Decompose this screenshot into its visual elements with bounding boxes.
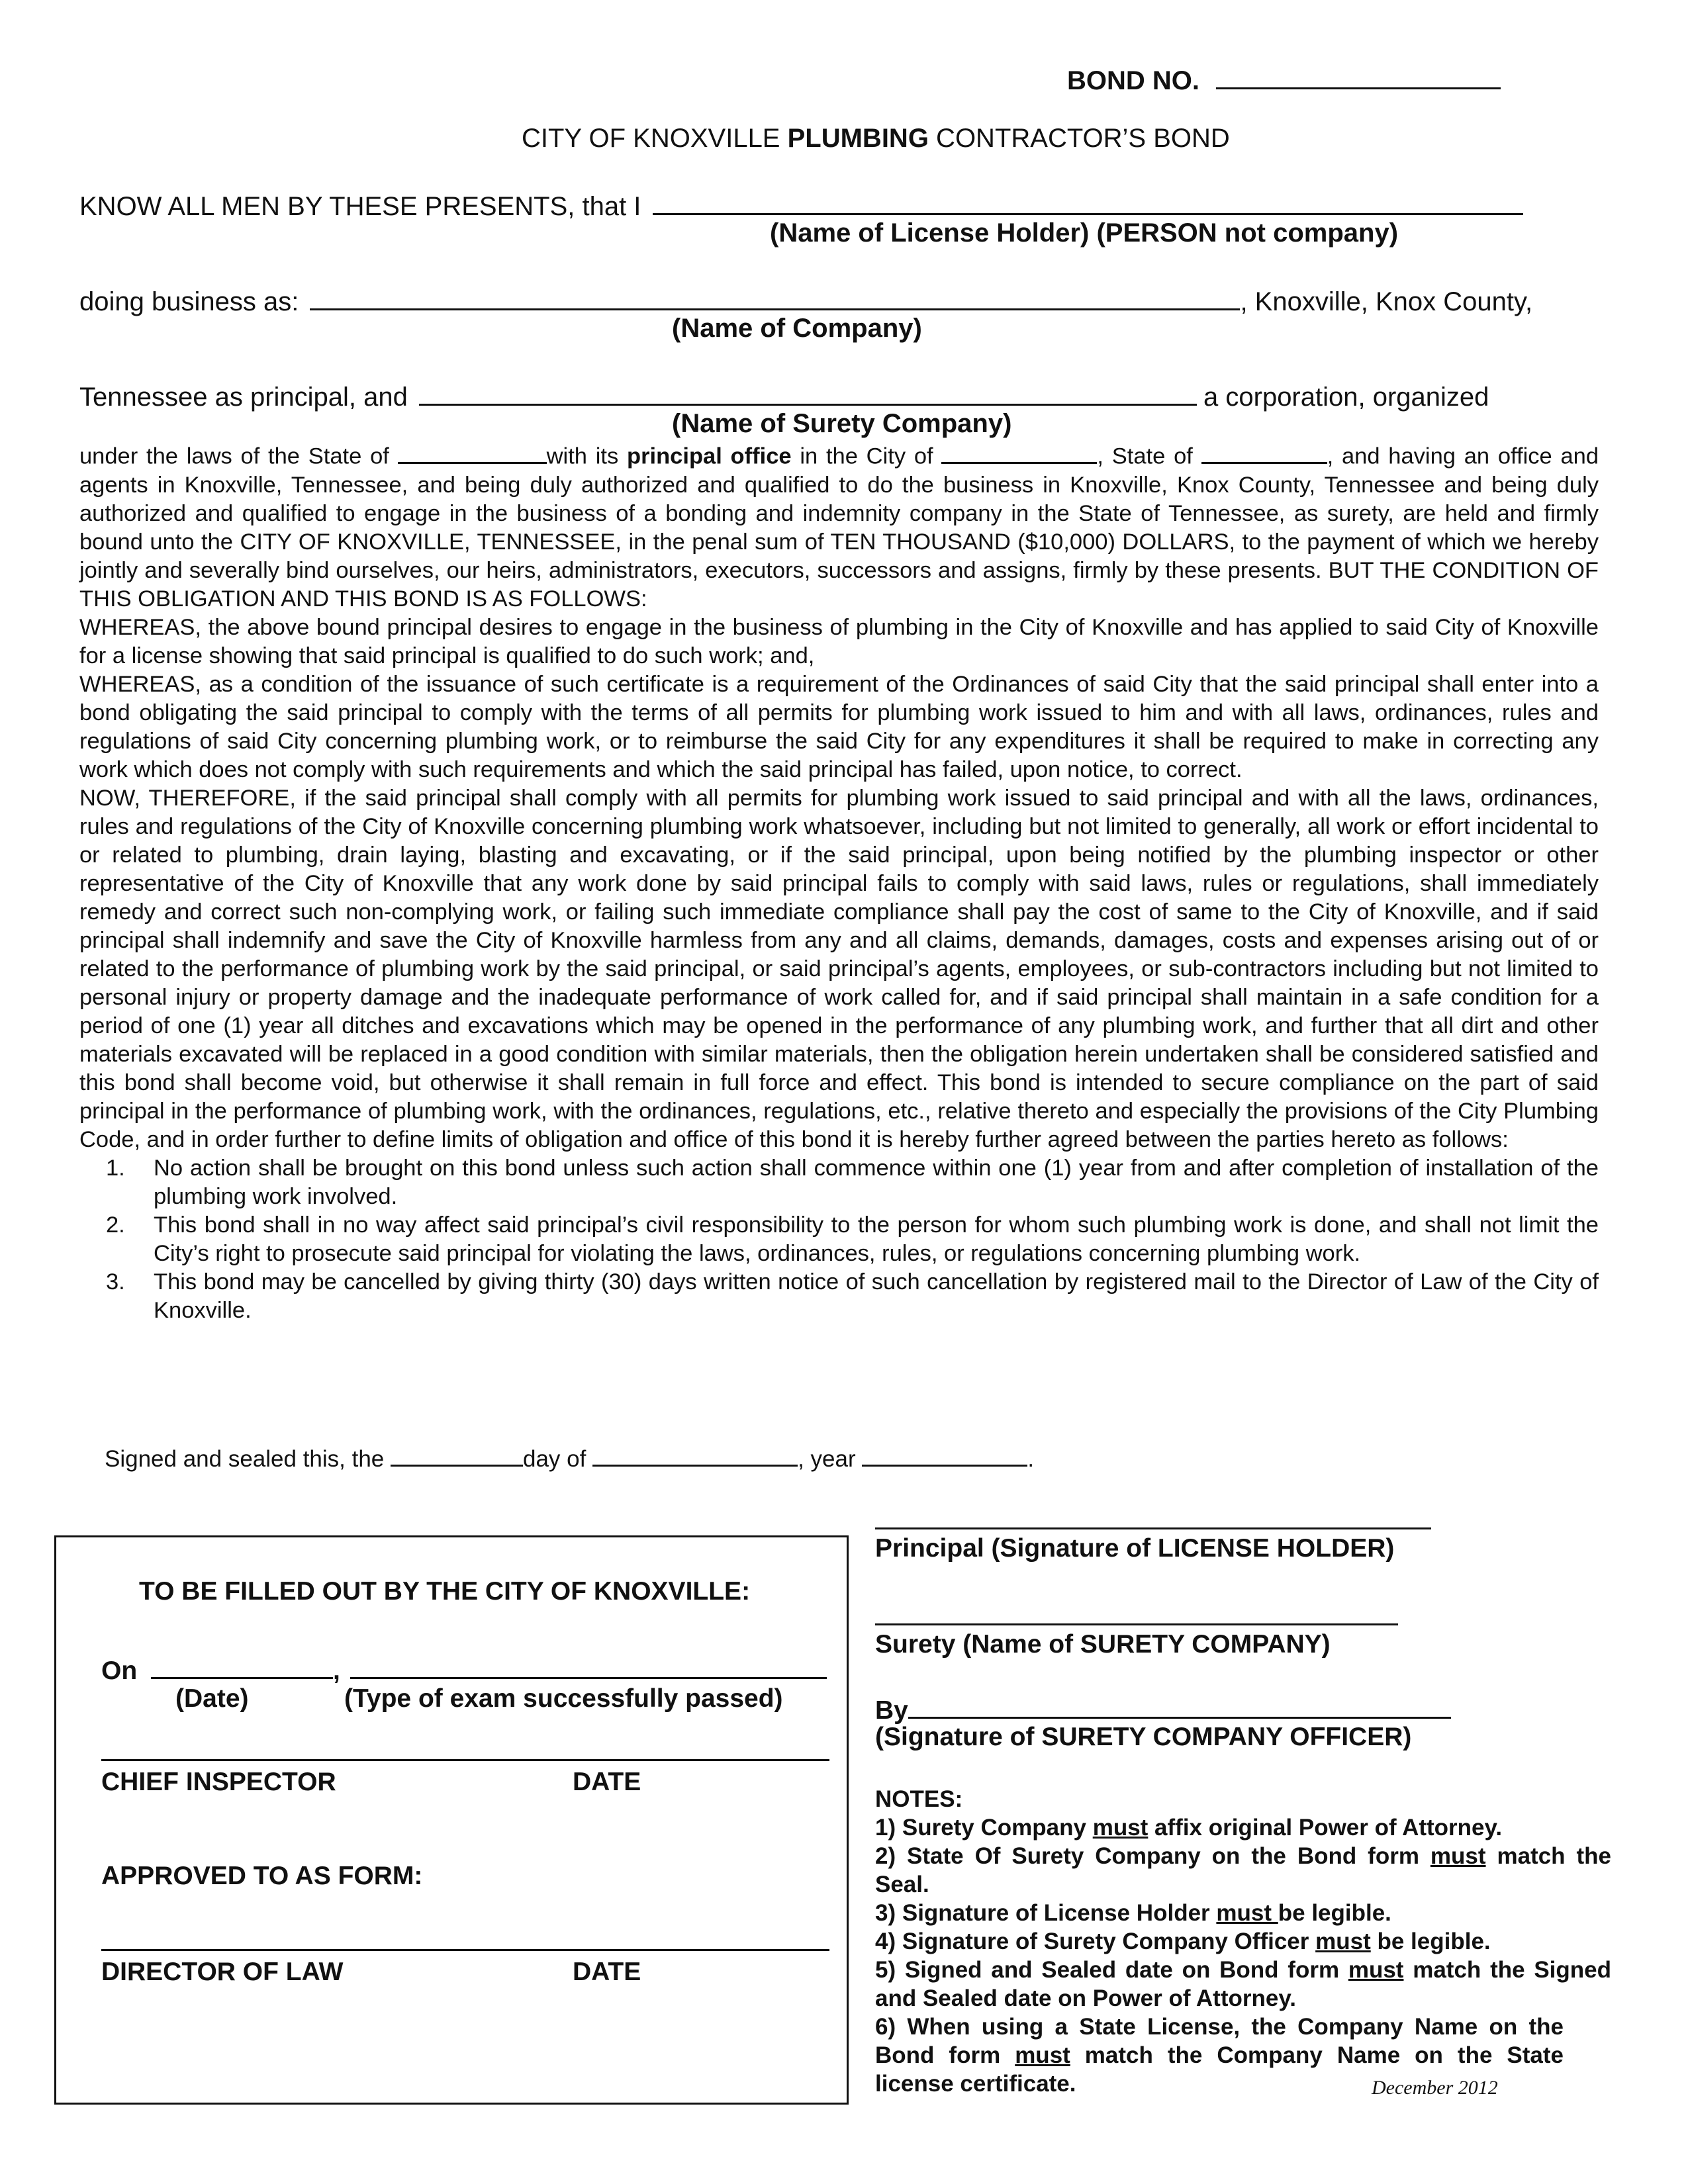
notes-section <box>875 1785 1611 2098</box>
note-6: 6) When using a State License, the Company Name on the Bond form must match the Company Name on the State license certificate. <box>875 2014 1564 2097</box>
corporation-text: a corporation, organized <box>1203 383 1489 412</box>
list-item: 3. This bond may be cancelled by giving thirty (30) days written notice of such cancellation by registered mail to the Director of Law of the City of Knoxville. <box>106 1269 1599 1323</box>
note-4: 4) Signature of Surety Company Officer must be legible. <box>875 1929 1491 1954</box>
city-box-title: TO BE FILLED OUT BY THE CITY OF KNOXVILLE: <box>139 1577 751 1606</box>
director-label: DIRECTOR OF LAW <box>101 1958 344 1986</box>
principal-label: Principal (Signature of LICENSE HOLDER) <box>875 1534 1395 1563</box>
location-text: , Knoxville, Knox County, <box>1240 287 1533 316</box>
signed-year-field[interactable] <box>862 1441 1027 1467</box>
note-1: 1) Surety Company must affix original Power of Attorney. <box>875 1815 1503 1841</box>
principal-signature-line[interactable] <box>875 1527 1431 1529</box>
license-holder-caption: (Name of License Holder) (PERSON not company) <box>770 218 1399 248</box>
license-holder-row <box>79 187 1523 222</box>
bond-no-label: BOND NO. <box>1067 66 1199 95</box>
surety-officer-signature-field[interactable] <box>908 1691 1451 1719</box>
note-2: 2) State Of Surety Company on the Bond form must match the Seal. <box>875 1843 1611 1897</box>
know-all-text: KNOW ALL MEN BY THESE PRESENTS, that I <box>79 192 641 221</box>
bond-number <box>1067 61 1501 96</box>
tennessee-principal-text: Tennessee as principal, and <box>79 383 408 412</box>
director-signature-line[interactable] <box>101 1949 829 1951</box>
surety-caption: (Name of Surety Company) <box>672 409 1012 438</box>
chief-inspector-signature-line[interactable] <box>101 1759 829 1761</box>
signed-day-field[interactable] <box>391 1441 523 1467</box>
date-caption: (Date) <box>175 1684 249 1713</box>
company-caption: (Name of Company) <box>672 314 922 343</box>
office-city-field[interactable] <box>941 439 1097 464</box>
title-bold: PLUMBING <box>787 124 929 153</box>
note-3: 3) Signature of License Holder must be legible. <box>875 1900 1391 1926</box>
approved-label: APPROVED TO AS FORM: <box>101 1862 423 1890</box>
whereas-1-paragraph: WHEREAS, the above bound principal desires to engage in the business of plumbing in the City of Knoxville and has applied to said City of Knoxville for a license showing that said principal is qualified to do such work; and, <box>79 614 1599 668</box>
city-use-box <box>54 1535 849 2105</box>
surety-name-line[interactable] <box>875 1623 1398 1625</box>
surety-label: Surety (Name of SURETY COMPANY) <box>875 1630 1331 1659</box>
exam-caption: (Type of exam successfully passed) <box>344 1684 783 1713</box>
by-row: By <box>875 1691 1451 1725</box>
list-item: 1. No action shall be brought on this bond unless such action shall commence within one (1) year from and after completion of installation of the plumbing work involved. <box>106 1155 1599 1209</box>
office-state-field[interactable] <box>1201 439 1327 464</box>
state-of-organization-field[interactable] <box>398 439 547 464</box>
surety-row <box>79 377 1489 412</box>
notes-title: NOTES: <box>875 1786 963 1812</box>
now-therefore-paragraph: NOW, THEREFORE, if the said principal shall comply with all permits for plumbing work issued to said principal and with all the laws, ordinances, rules and regulations of the City of Knoxville concerning plumbing work whatsoever, including but not limited to generally, all work or effort incidental to or related to plumbing, drain laying, blasting and excavating, or if the said principal, upon being notified by the plumbing inspector or other representative of the City of Knoxville that any work done by said principal fails to comply with said laws, rules or regulations, shall immediately remedy and correct such non-complying work, or failing such immediate compliance shall pay the cost of same to the City of Knoxville, and if said principal shall indemnify and save the City of Knoxville harmless from any and all claims, demands, damages, costs and expenses arising out of or related to the performance of plumbing work by the said principal, or said principal’s agents, employees, or sub-contractors including but not limited to personal injury or property damage and the inadequate performance of work called for, and if said principal shall maintain in a safe condition for a period of one (1) year all ditches and excavations which may be opened in the performance of any plumbing work, and further that all dirt and other materials excavated will be replaced in a good condition with similar materials, then the obligation herein undertaken shall be considered satisfied and this bond shall become void, but otherwise it shall remain in full force and effect. This bond is intended to secure compliance on the part of said principal in the performance of plumbing work, with the ordinances, regulations, etc., relative thereto and especially the provisions of the City Plumbing Code, and in order further to define limits of obligation and office of this bond it is hereby further agreed between the parties hereto as follows: <box>79 785 1599 1152</box>
signed-sealed-line: Signed and sealed this, the day of , year . <box>105 1441 1034 1473</box>
footer-date: December 2012 <box>1372 2077 1498 2099</box>
bond-body <box>79 439 1599 1325</box>
company-row <box>79 282 1532 317</box>
title-prefix: CITY OF KNOXVILLE <box>522 124 788 153</box>
doing-business-text: doing business as: <box>79 287 299 316</box>
conditions-list <box>79 1154 1599 1325</box>
exam-type-field[interactable] <box>350 1651 827 1679</box>
note-5: 5) Signed and Sealed date on Bond form must match the Signed and Sealed date on Power of Attorney. <box>875 1957 1611 2011</box>
conditions-paragraph: under the laws of the State of with its principal office in the City of , State of , and having an office and agents in Knoxville, Tennessee, and being duly authorized and qualified to do the business in Knoxville, Knox County, Tennessee and being duly authorized and qualified to engage in the business of a bonding and indemnity company in the State of Tennessee, as surety, are held and firmly bound unto the CITY OF KNOXVILLE, TENNESSEE, in the penal sum of TEN THOUSAND ($10,000) DOLLARS, to the payment of which we hereby jointly and severally bind ourselves, our heirs, administrators, executors, successors and assigns, firmly by these presents. BUT THE CONDITION OF THIS OBLIGATION AND THIS BOND IS AS FOLLOWS: <box>79 439 1599 614</box>
whereas-2-paragraph: WHEREAS, as a condition of the issuance of such certificate is a requirement of the Ordinances of said City that the said principal shall enter into a bond obligating the said principal to comply with the terms of all permits for plumbing work issued to him and with all laws, ordinances, rules and regulations of said City concerning plumbing work, or to reimburse the said City for any expenditures it shall be required to make in correcting any work which does not comply with such requirements and which the said principal has failed, upon notice, to correct. <box>79 671 1599 782</box>
signed-month-field[interactable] <box>592 1441 798 1467</box>
company-name-field[interactable] <box>310 282 1240 310</box>
surety-company-field[interactable] <box>419 377 1197 406</box>
director-date-label: DATE <box>573 1958 641 1986</box>
document-title <box>522 124 1230 154</box>
chief-inspector-label: CHIEF INSPECTOR <box>101 1768 336 1796</box>
officer-caption: (Signature of SURETY COMPANY OFFICER) <box>875 1723 1412 1751</box>
chief-inspector-date-label: DATE <box>573 1768 641 1796</box>
title-suffix: CONTRACTOR’S BOND <box>928 124 1230 153</box>
bond-no-field[interactable] <box>1216 61 1501 89</box>
license-holder-field[interactable] <box>653 187 1523 215</box>
list-item: 2. This bond shall in no way affect said principal’s civil responsibility to the person for whom such plumbing work is done, and shall not limit the City’s right to prosecute said principal for violating the laws, ordinances, rules, or regulations concerning plumbing work. <box>106 1212 1599 1266</box>
exam-date-row: On , <box>101 1651 827 1686</box>
exam-date-field[interactable] <box>151 1651 333 1679</box>
